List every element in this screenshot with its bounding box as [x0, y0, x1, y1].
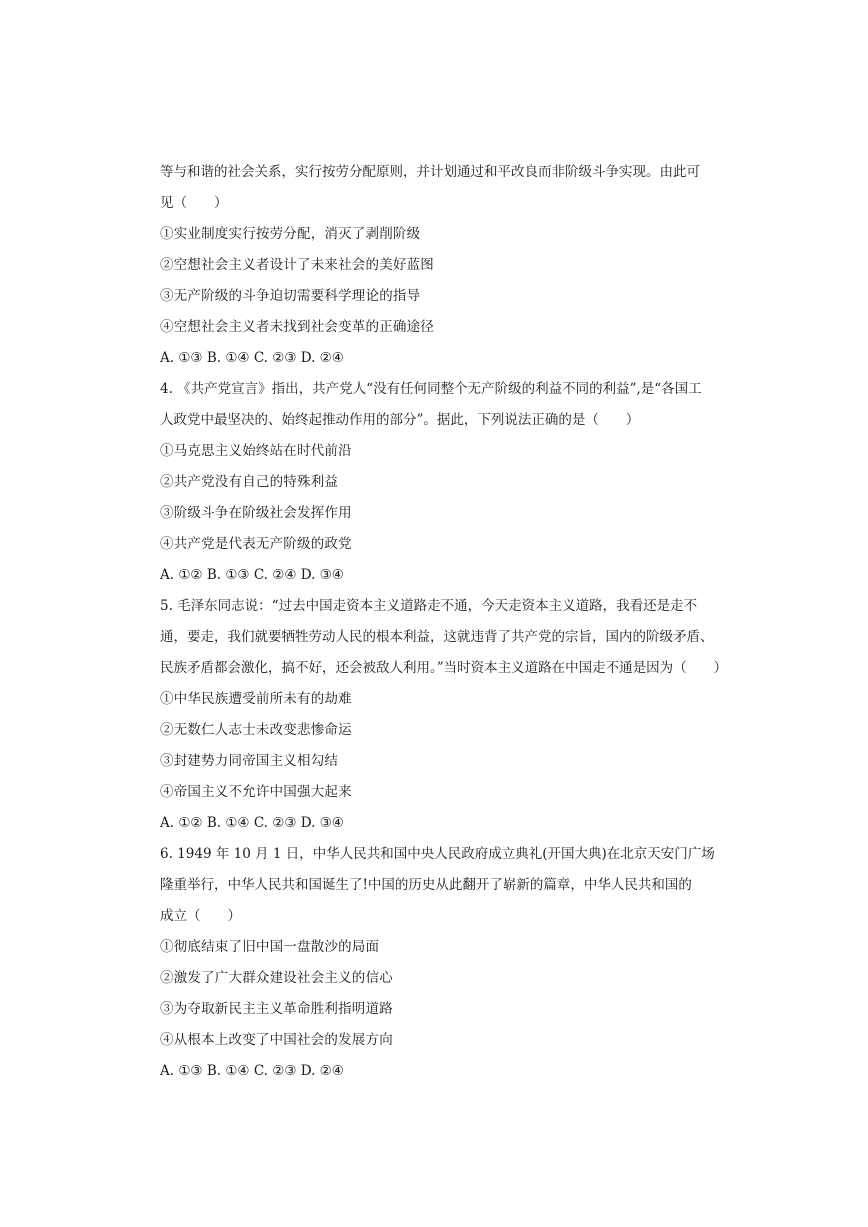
choice-item: ②共产党没有自己的特殊利益: [160, 474, 339, 490]
choice-item: ①彻底结束了旧中国一盘散沙的局面: [160, 939, 380, 955]
choice-item: ④共产党是代表无产阶级的政党: [160, 536, 352, 552]
question-4-stem: [160, 374, 720, 436]
stem-line: 5. 毛泽东同志说：“过去中国走资本主义道路走不通，今天走资本主义道路，我看还是走不: [160, 598, 698, 614]
stem-line: 见（ ）: [160, 195, 228, 211]
choice-item: ①马克思主义始终站在时代前沿: [160, 443, 352, 459]
choice-item: ②无数仁人志士未改变悲惨命运: [160, 722, 352, 738]
stem-line: 隆重举行，中华人民共和国诞生了!中国的历史从此翻开了崭新的篇章，中华人民共和国的: [160, 877, 692, 893]
stem-line: 等与和谐的社会关系，实行按劳分配原则，并计划通过和平改良而非阶级斗争实现。由此可: [160, 164, 700, 180]
choice-item: ③封建势力同帝国主义相勾结: [160, 753, 339, 769]
choice-item: ②空想社会主义者设计了未来社会的美好蓝图: [160, 257, 434, 273]
choice-item: ④从根本上改变了中国社会的发展方向: [160, 1032, 393, 1048]
stem-line: 通，要走，我们就要牺牲劳动人民的根本利益，这就违背了共产党的宗旨，国内的阶级矛盾、: [160, 629, 714, 645]
question-4: [160, 374, 720, 591]
question-6: [160, 839, 720, 1087]
choice-item: ①中华民族遭受前所未有的劫难: [160, 691, 352, 707]
stem-line: 成立（ ）: [160, 908, 241, 924]
question-6-stem: [160, 839, 720, 932]
question-5-stem: [160, 591, 728, 684]
stem-line: 6. 1949 年 10 月 1 日，中华人民共和国中央人民政府成立典礼(开国大典)在北京天安门广场: [160, 846, 715, 862]
choice-item: ③无产阶级的斗争迫切需要科学理论的指导: [160, 288, 421, 304]
question-3-stem: [160, 157, 720, 219]
choice-item: ③为夺取新民主主义革命胜利指明道路: [160, 1001, 393, 1017]
answer-options: A. ①③ B. ①④ C. ②③ D. ②④: [160, 1063, 344, 1079]
choice-item: ①实业制度实行按劳分配，消灭了剥削阶级: [160, 226, 421, 242]
choice-item: ④帝国主义不允许中国强大起来: [160, 784, 352, 800]
stem-line: 人政党中最坚决的、始终起推动作用的部分”。据此，下列说法正确的是（ ）: [160, 412, 640, 428]
choice-item: ③阶级斗争在阶级社会发挥作用: [160, 505, 352, 521]
stem-line: 4. 《共产党宣言》指出，共产党人“没有任何同整个无产阶级的利益不同的利益”,是“各国工: [160, 381, 702, 397]
answer-options: A. ①② B. ①④ C. ②③ D. ③④: [160, 815, 344, 831]
choice-item: ④空想社会主义者未找到社会变革的正确途径: [160, 319, 434, 335]
question-5: [160, 591, 728, 839]
stem-line: 民族矛盾都会激化，搞不好，还会被敌人利用。”当时资本主义道路在中国走不通是因为（ ）: [160, 660, 728, 676]
answer-options: A. ①③ B. ①④ C. ②③ D. ②④: [160, 350, 344, 366]
exam-page: [160, 157, 728, 1087]
answer-options: A. ①② B. ①③ C. ②④ D. ③④: [160, 567, 344, 583]
choice-item: ②激发了广大群众建设社会主义的信心: [160, 970, 393, 986]
question-3: [160, 157, 720, 374]
